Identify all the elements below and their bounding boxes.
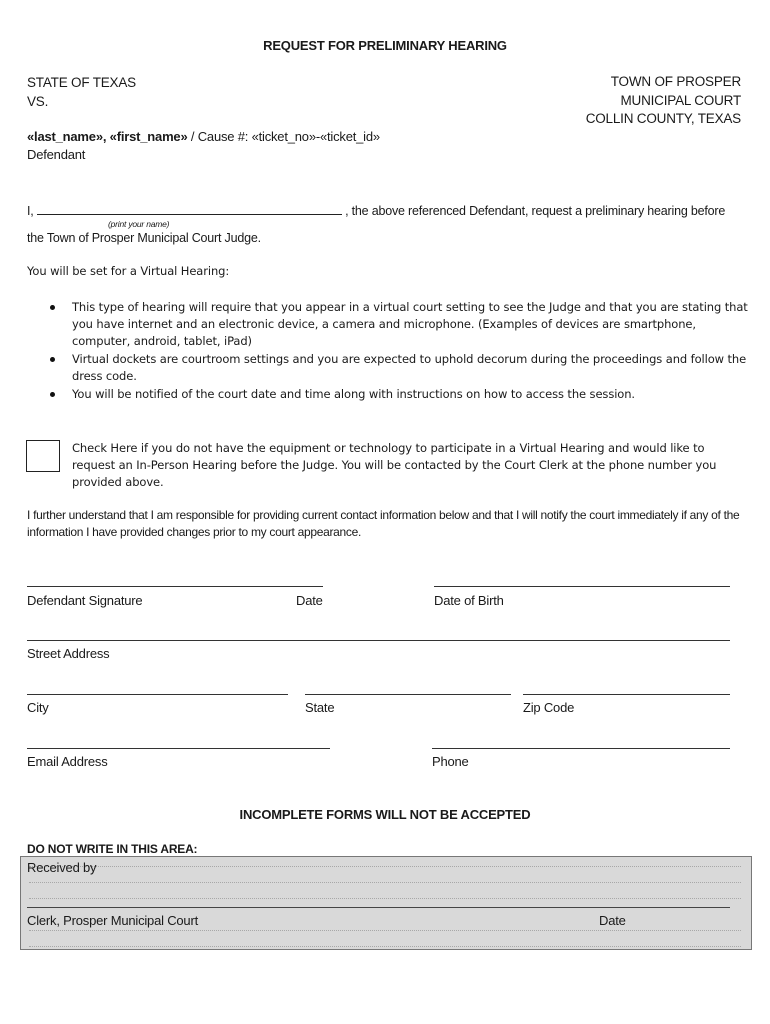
email-label: Email Address [27, 754, 108, 769]
bullet-icon [50, 392, 55, 397]
cause-number: / Cause #: «ticket_no»-«ticket_id» [187, 129, 380, 144]
phone-line[interactable] [432, 748, 730, 749]
city-label: City [27, 700, 49, 715]
clerk-date-label: Date [599, 913, 626, 928]
city-line[interactable] [27, 694, 288, 695]
defendant-name-fields: «last_name», «first_name» [27, 129, 188, 144]
request-line-2: the Town of Prosper Municipal Court Judge. [27, 231, 261, 245]
request-line [27, 202, 725, 218]
understand-paragraph: I further understand that I am responsible for providing current contact information below and that I will notify the court immediately if any of the information I have provided changes prior to my court appearance. [27, 508, 740, 539]
signature-date-label: Date [296, 593, 323, 608]
versus-label: VS. [27, 94, 49, 109]
phone-label: Phone [432, 754, 469, 769]
print-name-hint: (print your name) [108, 219, 170, 229]
clerk-signature-line [27, 907, 730, 908]
dob-label: Date of Birth [434, 593, 504, 608]
zip-label: Zip Code [523, 700, 575, 715]
town-name: TOWN OF PROSPER [610, 74, 741, 89]
request-prefix: I, [27, 204, 34, 218]
incomplete-warning: INCOMPLETE FORMS WILL NOT BE ACCEPTED [239, 807, 531, 822]
bullet-icon [50, 357, 55, 362]
received-by-label: Received by [27, 860, 97, 875]
dob-line[interactable] [434, 586, 730, 587]
form-title: REQUEST FOR PRELIMINARY HEARING [263, 38, 507, 53]
print-name-field[interactable] [37, 202, 342, 215]
in-person-checkbox-label: Check Here if you do not have the equipment or technology to participate in a Virtual Hearing and would like to request an In-Person Hearing before the Judge. You will be contacted by the Court Clerk at the phone number you provided above. [72, 441, 717, 489]
court-name: MUNICIPAL COURT [620, 92, 741, 108]
street-line[interactable] [27, 640, 730, 641]
office-use-box [20, 856, 752, 950]
office-use-heading: DO NOT WRITE IN THIS AREA: [27, 842, 198, 856]
state-line[interactable] [305, 694, 511, 695]
bullet-list [27, 299, 749, 404]
virtual-hearing-intro: You will be set for a Virtual Hearing: [27, 264, 230, 278]
list-item: This type of hearing will require that you appear in a virtual court setting to see the Judge and that you are stating that you have internet and an electronic device, a camera and microphone. (Examples of devices are smartphone, computer, android, tablet, iPad) [27, 299, 749, 350]
signature-line[interactable] [27, 586, 323, 587]
county-name: COLLIN COUNTY, TEXAS [585, 111, 741, 126]
defendant-block [27, 128, 380, 164]
state-label: State [305, 700, 335, 715]
header-left [27, 73, 136, 111]
email-line[interactable] [27, 748, 330, 749]
signature-label: Defendant Signature [27, 593, 143, 608]
defendant-label: Defendant [27, 147, 86, 162]
request-suffix: , the above referenced Defendant, request a preliminary hearing before [345, 204, 726, 218]
header-right [586, 73, 741, 129]
bullet-icon [50, 305, 55, 310]
clerk-label: Clerk, Prosper Municipal Court [27, 913, 199, 928]
list-item: Virtual dockets are courtroom settings and you are expected to uphold decorum during the proceedings and follow the dress code. [27, 351, 749, 385]
list-item: You will be notified of the court date and time along with instructions on how to access the session. [27, 386, 749, 403]
in-person-checkbox[interactable] [26, 440, 60, 472]
street-label: Street Address [27, 646, 110, 661]
zip-line[interactable] [523, 694, 730, 695]
state-of-texas: STATE OF TEXAS [27, 75, 136, 90]
